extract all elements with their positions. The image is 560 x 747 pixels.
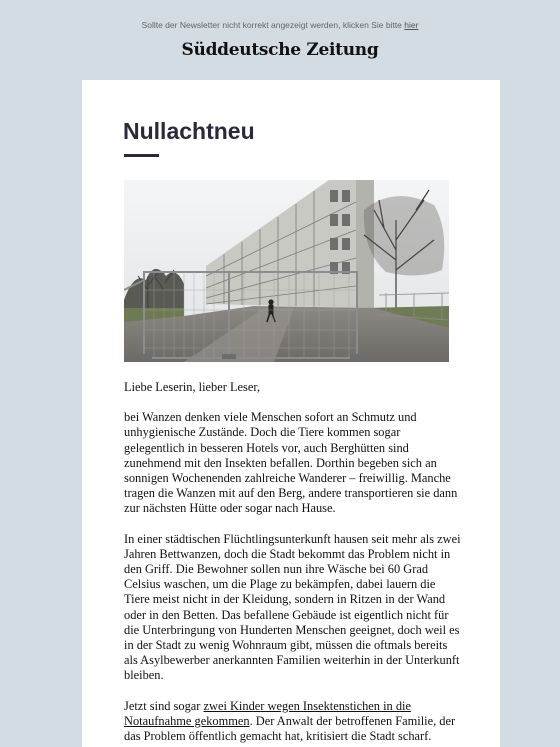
paragraph-3-text-end: . Der Anwalt der betroffenen Familie, der das Problem öffentlich gemacht hat, kritisiert die Stadt scharf. — [124, 713, 456, 744]
article-link-notaufnahme[interactable]: zwei Kinder wegen Insektenstichen in die Notaufnahme gekommen — [124, 698, 411, 728]
preheader-notice — [0, 20, 560, 30]
newsletter-header — [0, 0, 560, 80]
paragraph-2: In einer städtischen Flüchtlingsunterkunft hausen seit mehr als zwei Jahren Bettwanzen, doch die Stadt bekommt das Problem nicht in den Griff. Die Bewohner sollen nun ihre Wäsche bei 60 Grad Celsius waschen, um die Plage zu bekämpfen, dabei lauern die Tiere meist nicht in der Kleidung, sondern in Ritzen in der Wand oder in den Betten. Das befallene Gebäude ist eigentlich nicht für die Unterbringung von Hunderten Menschen geeignet, doch weil es in der Stadt zu wenig Wohnraum gibt, müssen die oftmals bereits als Asylbewerber anerkannten Familien weiterhin in der Unterkunft bleiben. — [124, 531, 461, 683]
brand-logo[interactable]: Süddeutsche Zeitung — [181, 40, 379, 60]
paragraph-3 — [124, 699, 461, 745]
paragraph-3-text-start: Jetzt sind sogar — [124, 698, 204, 713]
preheader-text: Sollte der Newsletter nicht korrekt angezeigt werden, klicken Sie bitte — [141, 20, 405, 30]
article-body — [124, 380, 461, 747]
newsletter-title: Nullachtneu — [123, 118, 255, 144]
view-online-link[interactable]: hier — [404, 20, 419, 30]
paragraph-1: bei Wanzen denken viele Menschen sofort an Schmutz und unhygienische Zustände. Doch die Tiere kommen sogar gelegentlich in besseren Hotels vor, auch Berghütten sind zunehmend mit den Insekten befallen. Dorthin begeben sich an sonnigen Wochenenden zahlreiche Wanderer – freiwillig. Manche tragen die Wanzen mit auf den Berg, andere transportieren sie dann zur nächsten Hütte oder sogar nach Hause. — [124, 410, 458, 516]
article-photo[interactable] — [124, 180, 449, 362]
newsletter-card — [82, 80, 500, 747]
title-underline — [124, 154, 159, 157]
greeting: Liebe Leserin, lieber Leser, — [124, 380, 261, 394]
